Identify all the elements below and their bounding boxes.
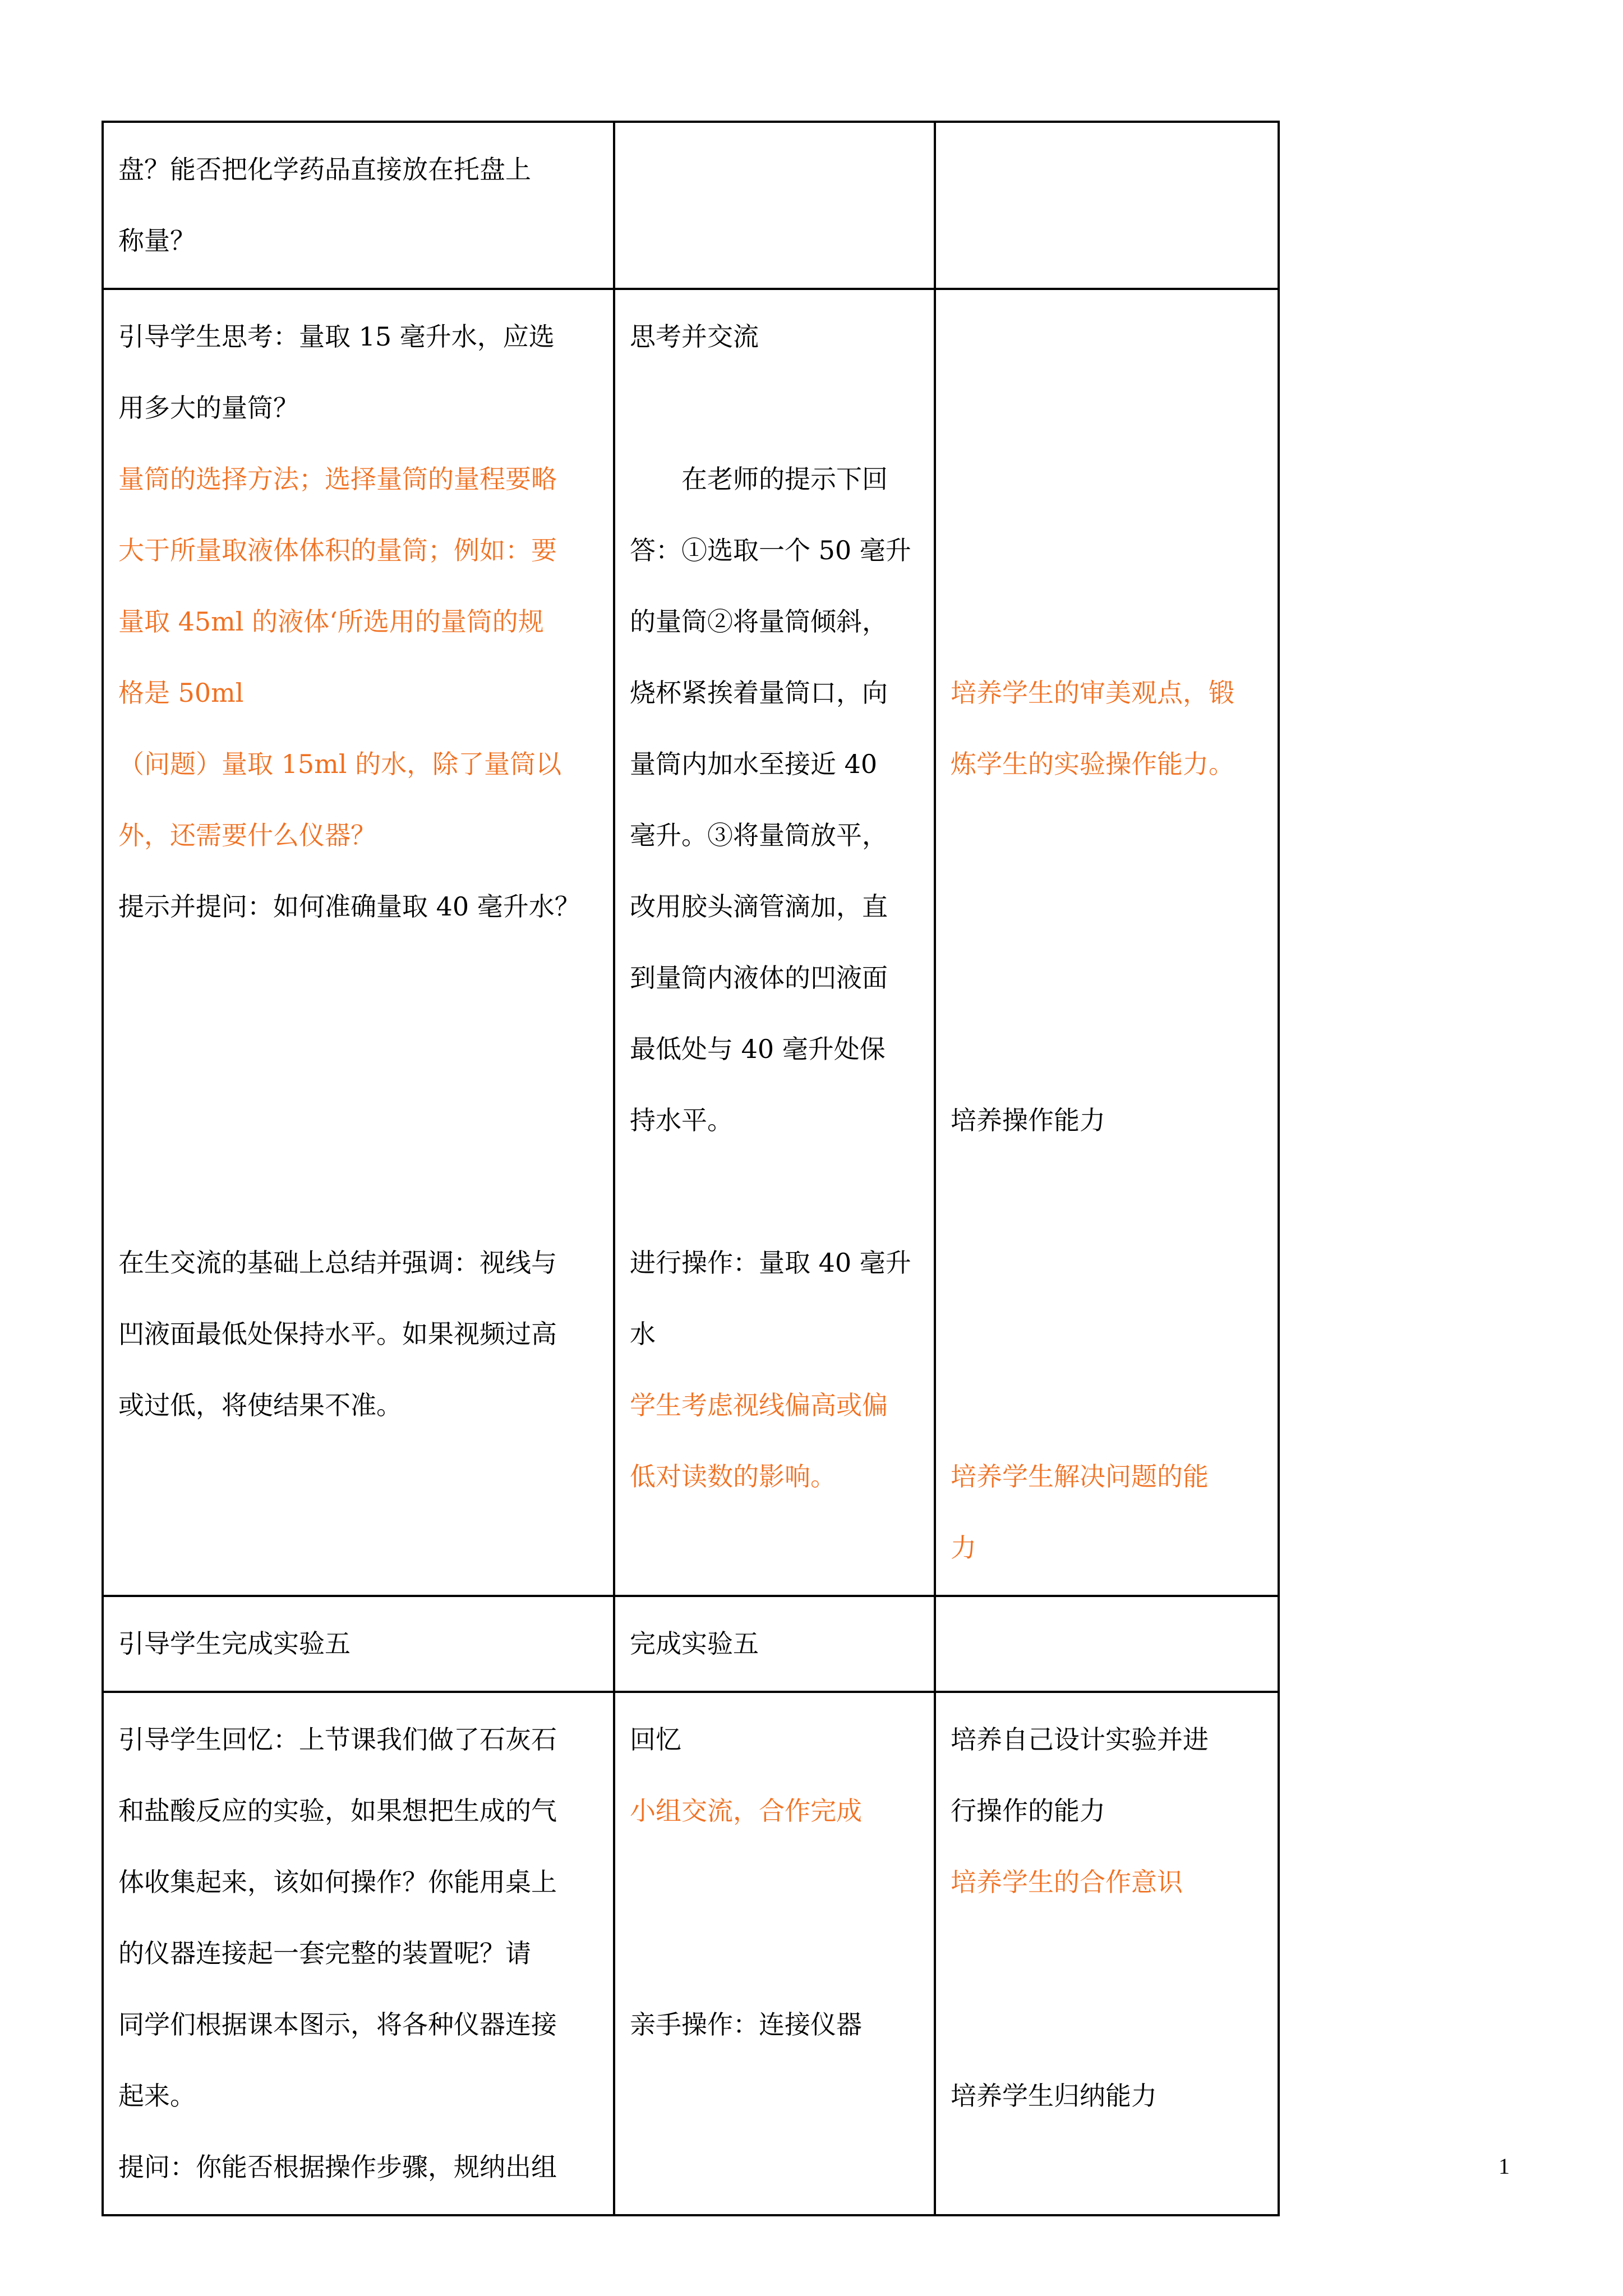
teacher-activity-cell: [103, 1692, 614, 2215]
table-row: [103, 1692, 1279, 2215]
lesson-plan-table: [102, 121, 1280, 2216]
cell-text-line: 毫升。③将量筒放平，: [630, 820, 888, 850]
table-row: [103, 289, 1279, 1596]
cell-text-line: [951, 1918, 1263, 1989]
cell-text-line: 的仪器连接起一套完整的装置呢？请: [118, 1938, 531, 1968]
cell-text-line: [951, 1227, 1263, 1299]
cell-text-line: [118, 1156, 598, 1227]
teacher-activity-cell: [103, 1596, 614, 1692]
cell-text-line: 培养学生解决问题的能: [951, 1461, 1209, 1492]
cell-text-line: 外，还需要什么仪器？: [118, 820, 376, 850]
cell-text-line: [951, 444, 1263, 515]
cell-text-line: [951, 1370, 1263, 1441]
cell-text-line: [951, 372, 1263, 444]
cell-text-line: [951, 586, 1263, 657]
cell-text-line: [951, 515, 1263, 586]
cell-text-line: 量筒的选择方法；选择量筒的量程要略: [118, 464, 557, 494]
cell-text-line: 凹液面最低处保持水平。如果视频过高: [118, 1319, 557, 1349]
cell-text-line: 在老师的提示下回: [630, 464, 888, 494]
cell-text-line: 学生考虑视线偏高或偏: [630, 1390, 888, 1420]
table-row: [103, 122, 1279, 289]
cell-text-line: 炼学生的实验操作能力。: [951, 749, 1234, 779]
cell-text-line: [951, 1299, 1263, 1370]
cell-text-line: 盘？能否把化学药品直接放在托盘上: [118, 154, 531, 185]
cell-text-line: 进行操作：量取 40 毫升: [630, 1248, 911, 1278]
cell-text-line: 的量筒②将量筒倾斜，: [630, 606, 888, 637]
student-activity-cell: [614, 1596, 935, 1692]
cell-text-line: 培养学生的审美观点，锻: [951, 678, 1234, 708]
cell-text-line: [118, 1085, 598, 1156]
page-number: 1: [1498, 2154, 1510, 2179]
cell-text-line: 到量筒内液体的凹液面: [630, 963, 888, 993]
cell-text-line: 体收集起来，该如何操作？你能用桌上: [118, 1867, 557, 1897]
cell-text-line: 水: [630, 1319, 656, 1349]
design-purpose-cell: [935, 122, 1279, 289]
cell-text-line: 烧杯紧挨着量筒口，向: [630, 678, 888, 708]
cell-text-line: [630, 1918, 919, 1989]
cell-text-line: 用多大的量筒？: [118, 393, 299, 423]
cell-text-line: 培养学生归纳能力: [951, 2081, 1157, 2111]
cell-text-line: 答：①选取一个 50 毫升: [630, 535, 911, 565]
table-row: [103, 1596, 1279, 1692]
cell-text-line: 最低处与 40 毫升处保: [630, 1034, 886, 1064]
design-purpose-cell: [935, 289, 1279, 1596]
cell-text-line: [951, 800, 1263, 871]
cell-text-line: 格是 50ml: [118, 678, 244, 708]
design-purpose-cell: [935, 1692, 1279, 2215]
cell-text-line: 在生交流的基础上总结并强调：视线与: [118, 1248, 557, 1278]
cell-text-line: 行操作的能力: [951, 1796, 1105, 1826]
cell-text-line: 回忆: [630, 1724, 681, 1755]
cell-text-line: 引导学生完成实验五: [118, 1628, 351, 1659]
lesson-plan-body: [103, 122, 1279, 2215]
design-purpose-cell: [935, 1596, 1279, 1692]
cell-text-line: 提问：你能否根据操作步骤，规纳出组: [118, 2152, 557, 2182]
teacher-activity-cell: [103, 122, 614, 289]
cell-text-line: 大于所量取液体体积的量筒；例如：要: [118, 535, 557, 565]
cell-text-line: 低对读数的影响。: [630, 1461, 836, 1492]
student-activity-cell: [614, 1692, 935, 2215]
teacher-activity-cell: [103, 289, 614, 1596]
cell-text-line: （问题）量取 15ml 的水，除了量筒以: [118, 749, 562, 779]
cell-text-line: 量筒内加水至接近 40: [630, 749, 878, 779]
cell-text-line: [951, 1014, 1263, 1085]
student-activity-cell: [614, 289, 935, 1596]
cell-text-line: 同学们根据课本图示，将各种仪器连接: [118, 2009, 557, 2040]
cell-text-line: [951, 1989, 1263, 2060]
cell-text-line: [630, 1156, 919, 1227]
cell-text-line: 起来。: [118, 2081, 196, 2111]
cell-text-line: 培养学生的合作意识: [951, 1867, 1183, 1897]
cell-text-line: [630, 372, 919, 444]
cell-text-line: [951, 871, 1263, 942]
cell-text-line: 完成实验五: [630, 1628, 759, 1659]
cell-text-line: 和盐酸反应的实验，如果想把生成的气: [118, 1796, 557, 1826]
cell-text-line: [630, 1847, 919, 1918]
cell-text-line: 亲手操作：连接仪器: [630, 2009, 862, 2040]
cell-text-line: [951, 1156, 1263, 1227]
cell-text-line: 量取 45ml 的液体‘所选用的量筒的规: [118, 606, 544, 637]
cell-text-line: 或过低，将使结果不准。: [118, 1390, 402, 1420]
cell-text-line: 小组交流，合作完成: [630, 1796, 862, 1826]
cell-text-line: 改用胶头滴管滴加，直: [630, 891, 888, 922]
cell-text-line: 培养操作能力: [951, 1105, 1105, 1135]
cell-text-line: 持水平。: [630, 1105, 733, 1135]
cell-text-line: 称量？: [118, 226, 196, 256]
cell-text-line: 提示并提问：如何准确量取 40 毫升水？: [118, 891, 580, 922]
student-activity-cell: [614, 122, 935, 289]
cell-text-line: 引导学生回忆：上节课我们做了石灰石: [118, 1724, 557, 1755]
cell-text-line: 力: [951, 1533, 976, 1563]
cell-text-line: 思考并交流: [630, 321, 759, 352]
cell-text-line: [951, 301, 1263, 372]
cell-text-line: [118, 942, 598, 1014]
cell-text-line: 引导学生思考：量取 15 毫升水，应选: [118, 321, 555, 352]
cell-text-line: [951, 942, 1263, 1014]
cell-text-line: 培养自己设计实验并进: [951, 1724, 1209, 1755]
cell-text-line: [118, 1014, 598, 1085]
